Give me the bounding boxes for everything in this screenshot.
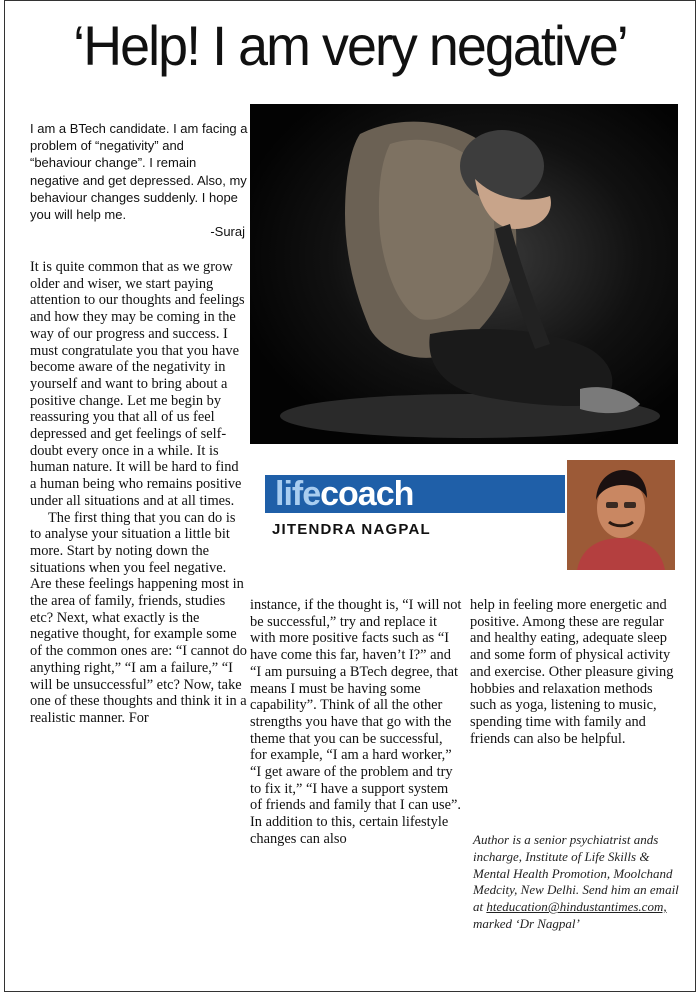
headline: ‘Help! I am very negative’ (73, 14, 627, 77)
author-byline: JITENDRA NAGPAL (272, 521, 431, 538)
distressed-man-illustration (250, 104, 678, 444)
answer-paragraph: instance, if the thought is, “I will not be successful,” try and replace it with more positive facts such as “I have come this far, haven’t I?” and “I am pursuing a BTech degree, that means I must be having some capability”. Think of all the other strengths you have that go with the theme that you can be successful, for example, “I am a hard worker,” “I get aware of the problem and try to fix it,” “I have a support system of friends and family that I can use”. In addition to this, certain lifestyle changes can also (250, 597, 462, 847)
article-photo (250, 104, 678, 444)
author-portrait-illustration (567, 460, 675, 570)
answer-paragraph: help in feeling more energetic and positive. Among these are regular and healthy eating, adequate sleep and some form of physical activity and exercise. Other pleasure giving hobbies and relaxation methods such as yoga, listening to music, spending time with family and friends can also be helpful. (470, 597, 674, 747)
letter-signature: -Suraj (210, 224, 245, 239)
lifecoach-label-coach: coach (320, 475, 414, 513)
reader-letter: I am a BTech candidate. I am facing a problem of “negativity” and “behaviour change”. I remain negative and get depressed. Also, my behaviour changes suddenly. I hope you will help me. (30, 121, 248, 223)
author-bio-text: Author is a senior psychiatrist ands incharge, Institute of Life Skills & Mental Health Promotion, Moolchand Medcity, New Delhi. Send him an email at (473, 832, 679, 915)
lifecoach-label-life: life (275, 475, 321, 513)
author-portrait (567, 460, 675, 570)
answer-column-2 (250, 597, 462, 848)
answer-paragraph: It is quite common that as we grow older and wiser, we start paying attention to our thoughts and feelings and how they may be coming in the way of our progress and success. I must congratulate you that you have become aware of the negativity in yourself and want to bring about a positive change. Let me begin by reassuring you that all of us feel depressed and get feelings of self-doubt every once in a while. It is human nature. It will be hard to find a human being who remains positive under all situations and at all times. (30, 259, 245, 509)
answer-column-1 (30, 259, 248, 727)
answer-column-3 (470, 597, 682, 747)
author-bio (473, 832, 683, 933)
author-bio-suffix: marked ‘Dr Nagpal’ (473, 915, 580, 931)
answer-paragraph: The first thing that you can do is to analyse your situation a little bit more. Start by noting down the situations when you feel negative. Are these feelings happening most in the area of family, friends, studies etc? Next, what exactly is the negative thought, for example some of the common ones are: “I cannot do anything right,” “I am a failure,” “I will be unsuccessful” etc? Now, take one of these thoughts and think it in a realistic manner. For (30, 509, 247, 726)
lifecoach-label (275, 473, 413, 515)
author-email-link[interactable]: hteducation@hindustantimes.com, (486, 899, 667, 915)
